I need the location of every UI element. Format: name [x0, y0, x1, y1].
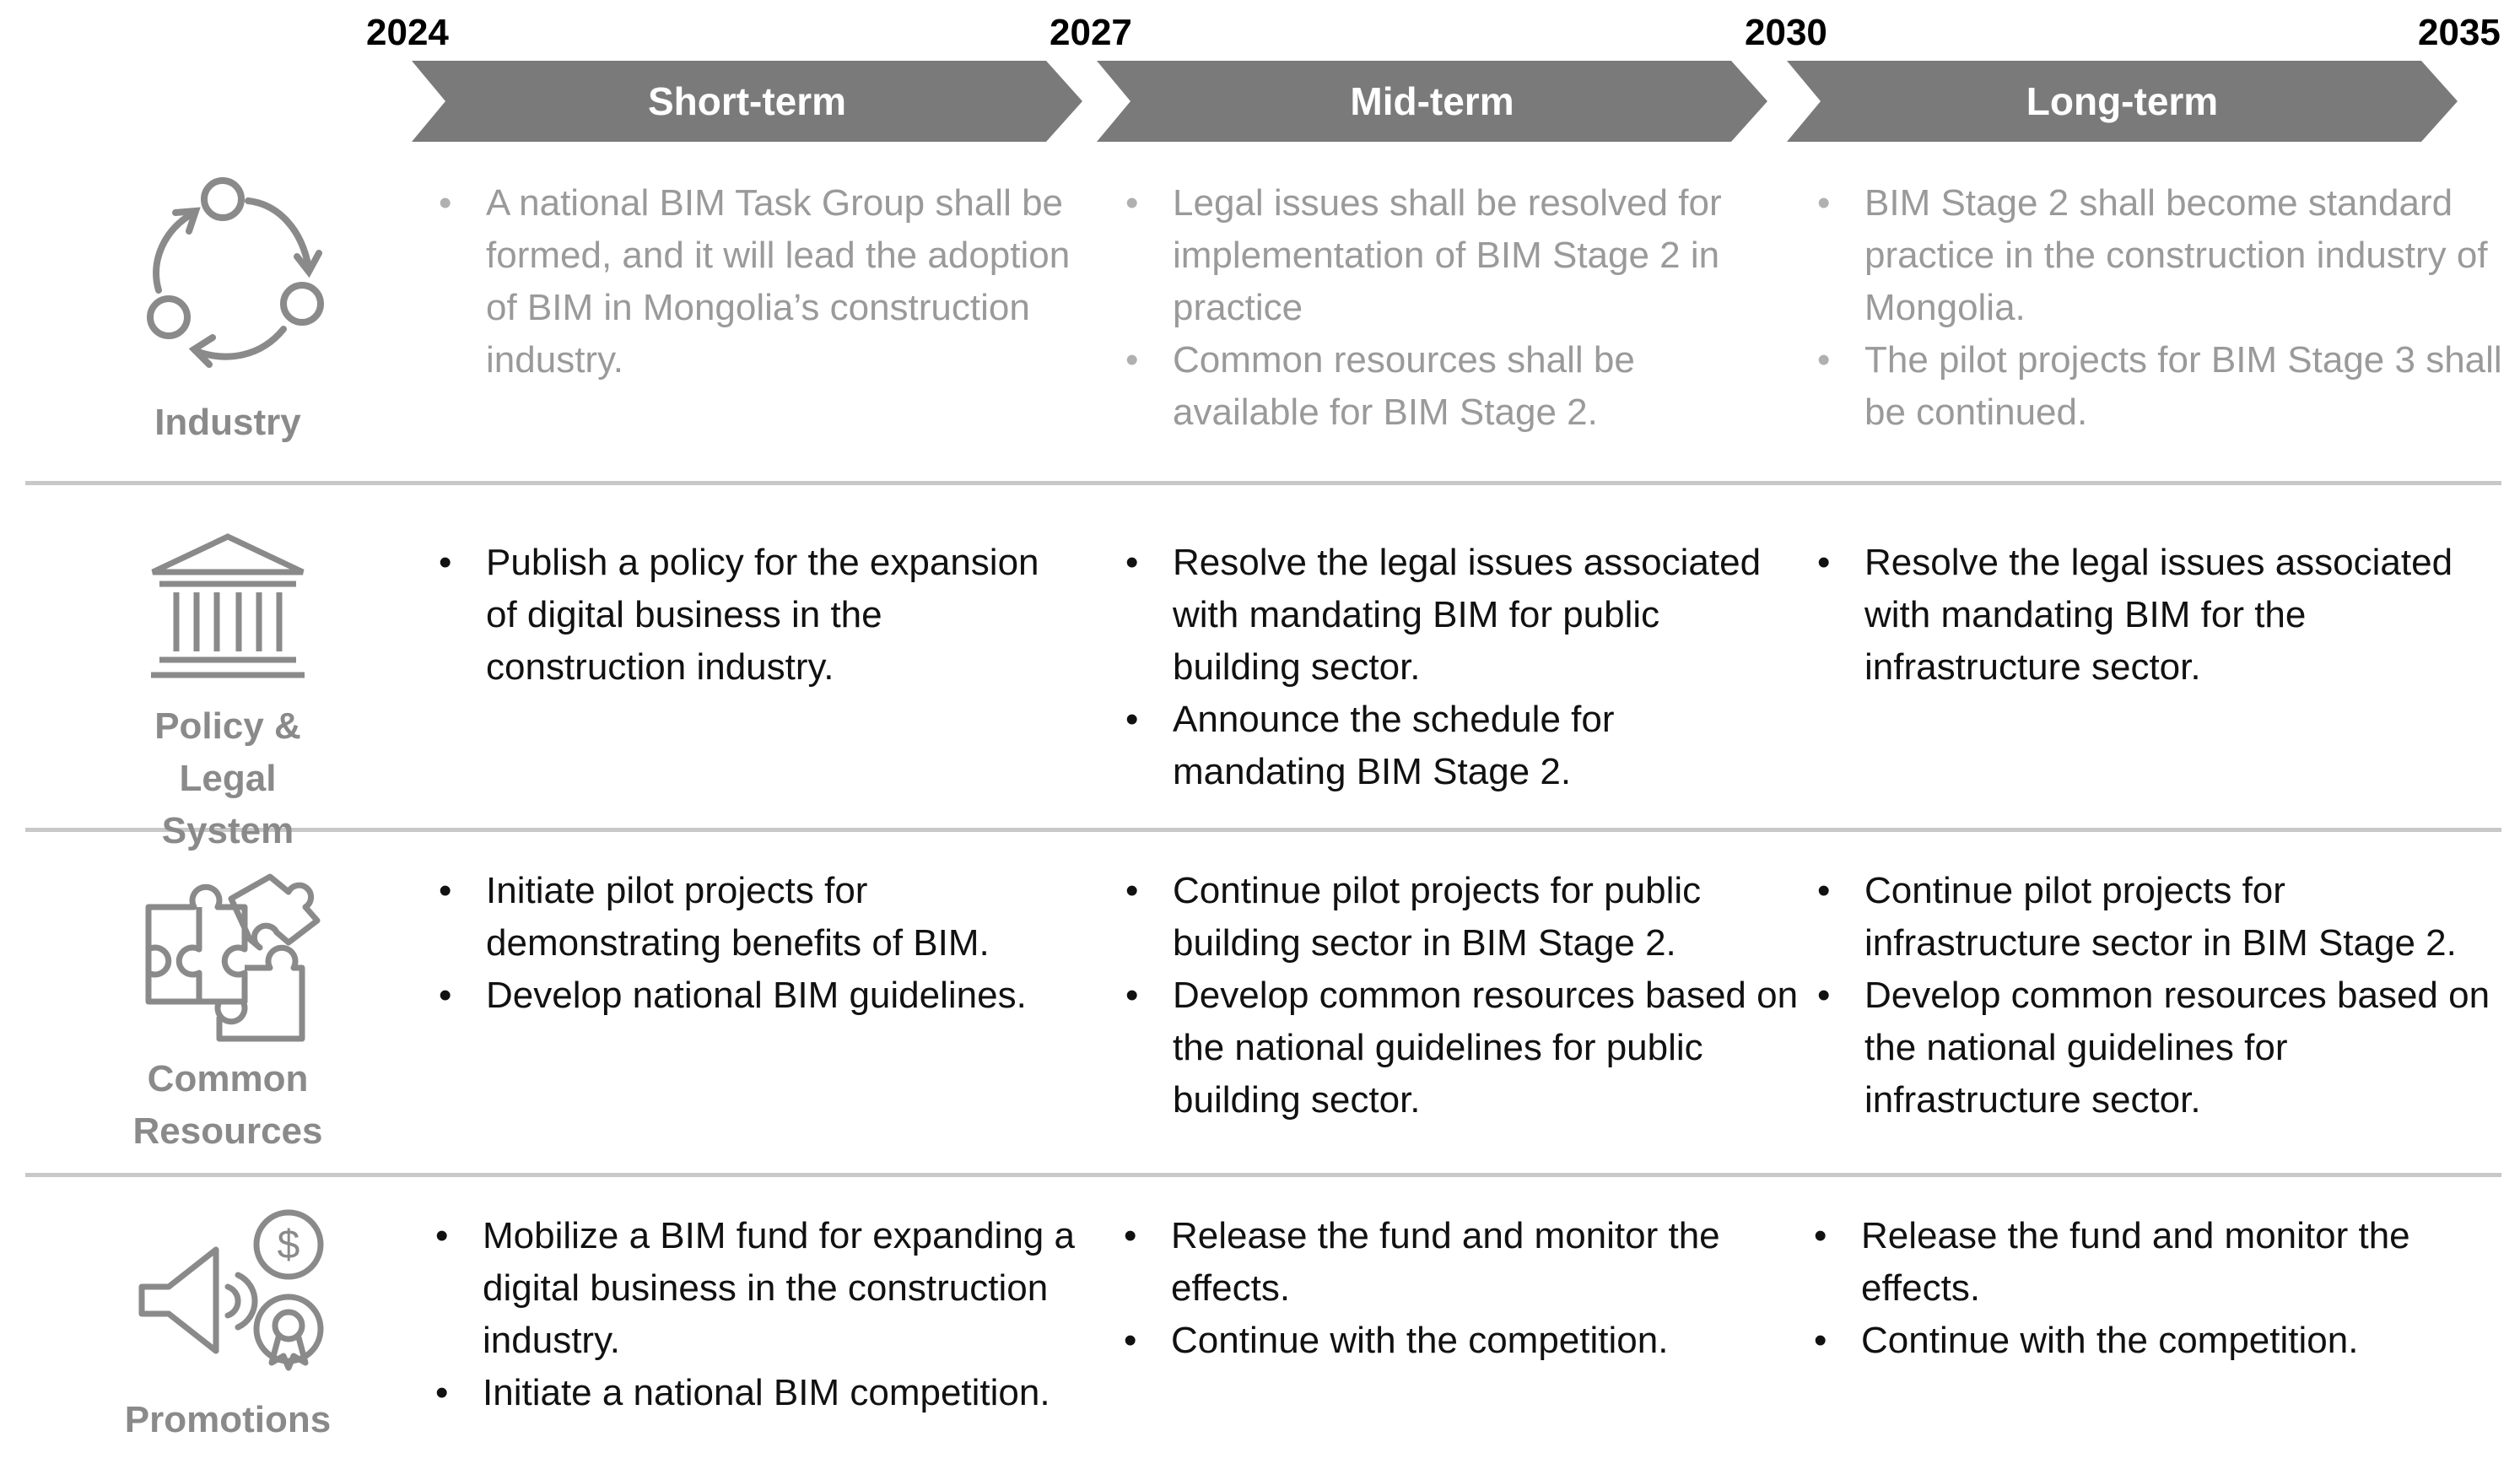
row-label-policy-legal-system: Policy & Legal System	[154, 705, 301, 851]
phase-banner-short-term	[412, 61, 1082, 142]
year-2035: 2035	[2418, 12, 2501, 53]
government-building-icon	[148, 532, 308, 688]
cycle-arrows-icon	[135, 169, 337, 384]
row-divider	[25, 1173, 2501, 1177]
phase-banner-long-term	[1787, 61, 2458, 142]
row-divider	[25, 828, 2501, 832]
cell-policy-short-term	[437, 537, 1078, 694]
row-divider	[25, 481, 2501, 485]
list-item: • Resolve the legal issues associated with mandating BIM for the infrastructure sector.	[1816, 537, 2457, 694]
list-item: • Develop common resources based on the national guidelines for infrastructure sector.	[1816, 970, 2507, 1126]
year-2030: 2030	[1745, 12, 1827, 53]
list-item: • Common resources shall be available for BIM Stage 2.	[1124, 334, 1765, 439]
cell-promotions-short-term	[434, 1210, 1075, 1419]
phase-label: Mid-term	[1350, 79, 1514, 123]
cell-policy-long-term	[1816, 537, 2457, 694]
list-item: • Release the fund and monitor the effects.	[1812, 1210, 2453, 1315]
list-item: • Initiate pilot projects for demonstrating benefits of BIM.	[437, 865, 1078, 970]
list-item: • Continue with the competition.	[1812, 1315, 2453, 1367]
cell-industry-mid-term	[1124, 177, 1765, 439]
list-item: • Continue pilot projects for public building sector in BIM Stage 2.	[1124, 865, 1799, 970]
list-item: • Publish a policy for the expansion of digital business in the construction industry.	[437, 537, 1078, 694]
cell-industry-short-term	[437, 177, 1078, 386]
cell-resources-long-term	[1816, 865, 2507, 1126]
phase-banner-mid-term	[1097, 61, 1767, 142]
list-item: • BIM Stage 2 shall become standard practice in the construction industry of Mongolia.	[1816, 177, 2507, 334]
cell-policy-mid-term	[1124, 537, 1765, 798]
list-item: • Develop common resources based on the national guidelines for public building sector.	[1124, 970, 1799, 1126]
phase-label: Short-term	[647, 79, 847, 123]
phase-label: Long-term	[2026, 79, 2219, 123]
cell-promotions-mid-term	[1122, 1210, 1763, 1367]
list-item: • Continue with the competition.	[1122, 1315, 1763, 1367]
puzzle-pieces-icon	[143, 873, 321, 1046]
list-item: • Release the fund and monitor the effects.	[1122, 1210, 1763, 1315]
cell-resources-mid-term	[1124, 865, 1799, 1126]
row-label-industry: Industry	[154, 402, 301, 443]
list-item: • Legal issues shall be resolved for implementation of BIM Stage 2 in practice	[1124, 177, 1765, 334]
list-item: • A national BIM Task Group shall be formed, and it will lead the adoption of BIM in Mongolia’s construction industry.	[437, 177, 1078, 386]
list-item: • Resolve the legal issues associated with mandating BIM for public building sector.	[1124, 537, 1765, 694]
list-item: • Mobilize a BIM fund for expanding a digital business in the construction industry.	[434, 1210, 1075, 1367]
row-label-promotions: Promotions	[124, 1399, 332, 1440]
list-item: • Announce the schedule for mandating BIM Stage 2.	[1124, 694, 1765, 798]
list-item: • Develop national BIM guidelines.	[437, 970, 1078, 1022]
list-item: • Initiate a national BIM competition.	[434, 1367, 1075, 1419]
megaphone-dollar-award-icon	[135, 1202, 337, 1392]
list-item: • Continue pilot projects for infrastructure sector in BIM Stage 2.	[1816, 865, 2507, 970]
year-2027: 2027	[1050, 12, 1132, 53]
svg-text:$: $	[277, 1223, 300, 1267]
list-item: • The pilot projects for BIM Stage 3 shall be continued.	[1816, 334, 2507, 439]
row-label-common-resources: Common Resources	[132, 1058, 323, 1152]
cell-industry-long-term	[1816, 177, 2507, 439]
year-2024: 2024	[366, 12, 449, 53]
cell-promotions-long-term	[1812, 1210, 2453, 1367]
cell-resources-short-term	[437, 865, 1078, 1022]
